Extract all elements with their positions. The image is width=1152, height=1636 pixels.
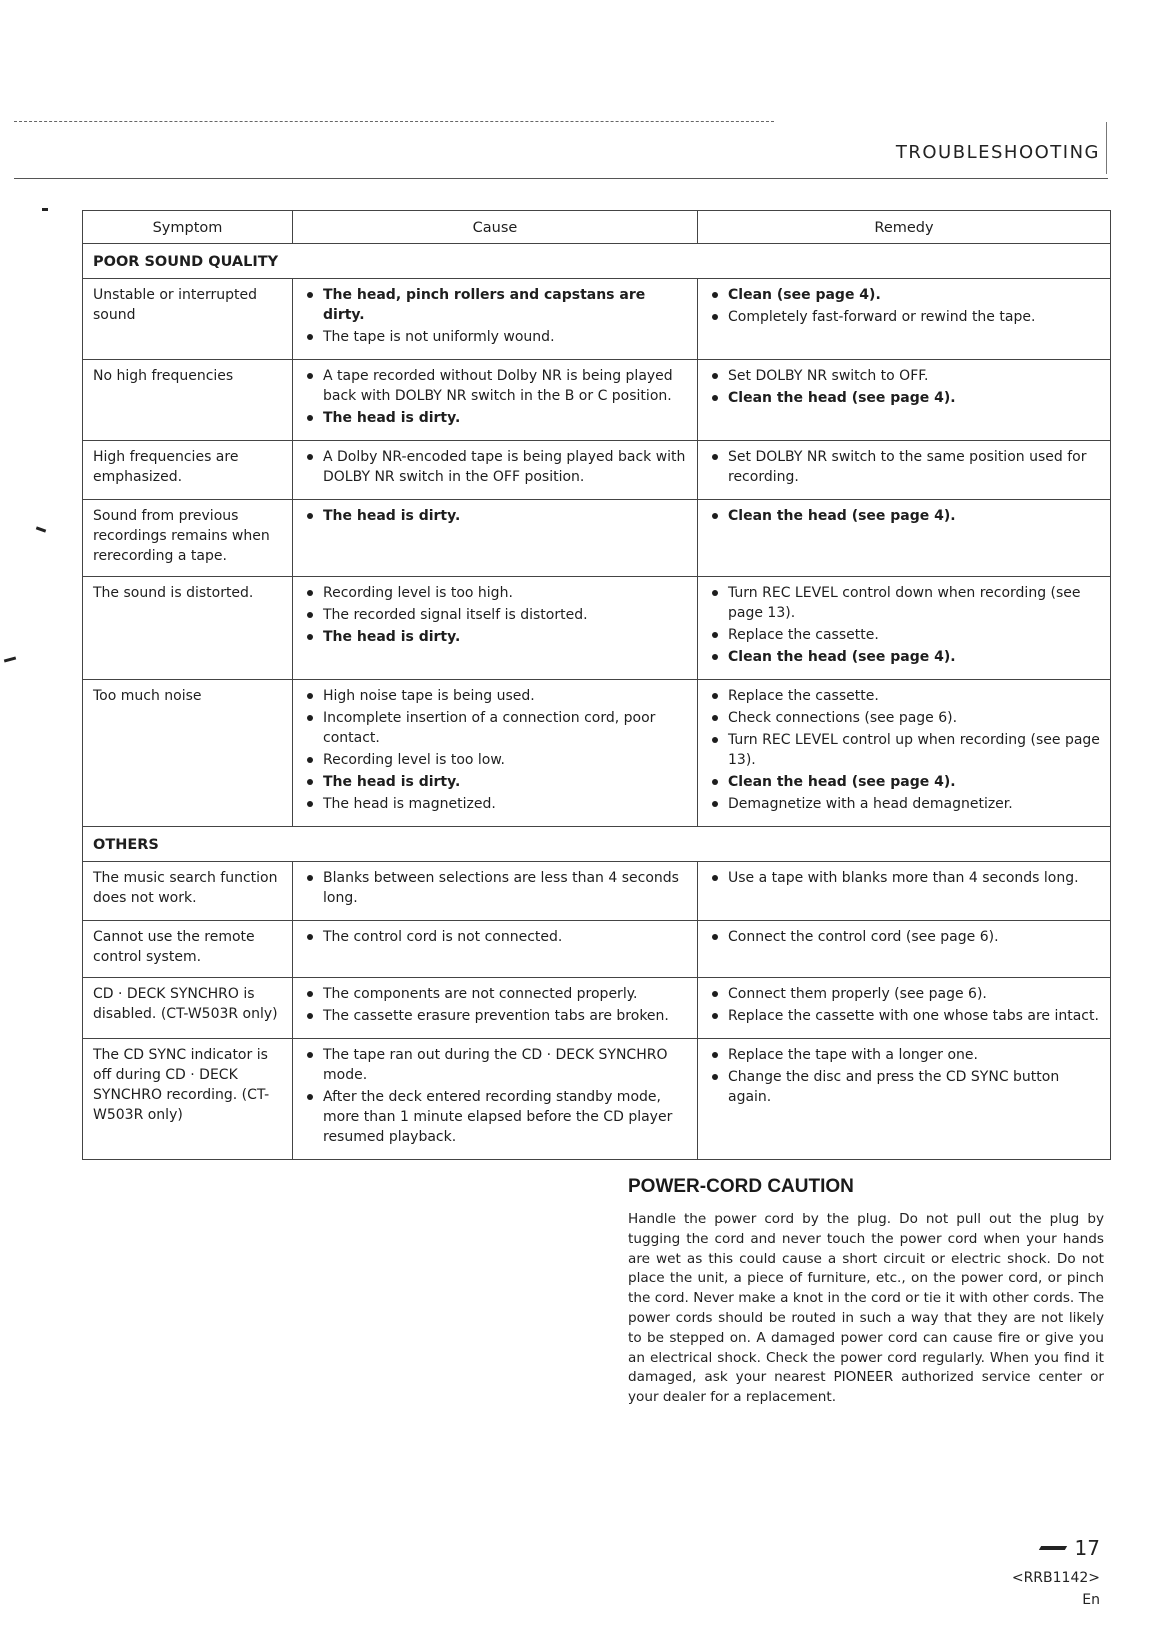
remedy-list	[708, 504, 1100, 526]
table-row	[83, 680, 1111, 827]
symptom-cell: The sound is distorted.	[83, 577, 293, 680]
remedy-list	[708, 1043, 1100, 1107]
remedy-cell	[698, 862, 1111, 921]
cause-cell	[293, 360, 698, 441]
remedy-cell	[698, 279, 1111, 360]
remedy-cell	[698, 500, 1111, 577]
cause-cell	[293, 441, 698, 500]
remedy-item: Connect them properly (see page 6).	[708, 984, 1100, 1004]
margin-mark	[36, 526, 46, 532]
cause-item: Recording level is too low.	[303, 750, 687, 770]
remedy-list	[708, 445, 1100, 487]
header-top-rule	[14, 121, 774, 122]
cause-list	[303, 445, 687, 487]
group-title: POOR SOUND QUALITY	[83, 244, 1111, 279]
remedy-item: Connect the control cord (see page 6).	[708, 927, 1100, 947]
cause-item: After the deck entered recording standby mode, more than 1 minute elapsed before the CD player resumed playback.	[303, 1087, 687, 1147]
cause-cell	[293, 500, 698, 577]
symptom-cell: The music search function does not work.	[83, 862, 293, 921]
remedy-item: Change the disc and press the CD SYNC button again.	[708, 1067, 1100, 1107]
table-row	[83, 441, 1111, 500]
remedy-list	[708, 581, 1100, 667]
table-row	[83, 921, 1111, 978]
caution-title: POWER-CORD CAUTION	[628, 1176, 854, 1197]
cause-cell	[293, 279, 698, 360]
margin-mark	[4, 656, 16, 662]
cause-item: The tape ran out during the CD · DECK SYNCHRO mode.	[303, 1045, 687, 1085]
remedy-cell	[698, 441, 1111, 500]
cause-list	[303, 1043, 687, 1147]
remedy-cell	[698, 1039, 1111, 1160]
table-header-row	[83, 211, 1111, 244]
cause-cell	[293, 978, 698, 1039]
table-row	[83, 862, 1111, 921]
cause-cell	[293, 577, 698, 680]
table-row	[83, 1039, 1111, 1160]
cause-item: The components are not connected properly.	[303, 984, 687, 1004]
page-arrow-icon	[1039, 1546, 1067, 1550]
cause-list	[303, 283, 687, 347]
column-header-cause: Cause	[293, 211, 698, 244]
group-row	[83, 244, 1111, 279]
symptom-cell: Sound from previous recordings remains when rerecording a tape.	[83, 500, 293, 577]
troubleshooting-table	[82, 210, 1111, 1160]
cause-item: A tape recorded without Dolby NR is being played back with DOLBY NR switch in the B or C position.	[303, 366, 687, 406]
remedy-item: Clean the head (see page 4).	[708, 647, 1100, 667]
table-row	[83, 279, 1111, 360]
remedy-item: Replace the tape with a longer one.	[708, 1045, 1100, 1065]
remedy-item: Replace the cassette with one whose tabs are intact.	[708, 1006, 1100, 1026]
remedy-cell	[698, 680, 1111, 827]
symptom-cell: The CD SYNC indicator is off during CD · DECK SYNCHRO recording. (CT-W503R only)	[83, 1039, 293, 1160]
remedy-item: Completely fast-forward or rewind the tape.	[708, 307, 1100, 327]
cause-item: The recorded signal itself is distorted.	[303, 605, 687, 625]
language-code: En	[1082, 1592, 1100, 1608]
remedy-item: Clean the head (see page 4).	[708, 772, 1100, 792]
remedy-list	[708, 684, 1100, 814]
symptom-cell: Cannot use the remote control system.	[83, 921, 293, 978]
cause-list	[303, 925, 687, 947]
remedy-item: Demagnetize with a head demagnetizer.	[708, 794, 1100, 814]
remedy-item: Turn REC LEVEL control up when recording (see page 13).	[708, 730, 1100, 770]
cause-item: The head, pinch rollers and capstans are dirty.	[303, 285, 687, 325]
remedy-item: Set DOLBY NR switch to the same position used for recording.	[708, 447, 1100, 487]
table-row	[83, 577, 1111, 680]
header-side-rule	[1106, 122, 1107, 174]
remedy-list	[708, 283, 1100, 327]
remedy-item: Clean the head (see page 4).	[708, 506, 1100, 526]
remedy-item: Check connections (see page 6).	[708, 708, 1100, 728]
cause-item: The head is dirty.	[303, 627, 687, 647]
section-title: TROUBLESHOOTING	[895, 142, 1100, 163]
cause-list	[303, 982, 687, 1026]
symptom-cell: Too much noise	[83, 680, 293, 827]
group-row	[83, 827, 1111, 862]
remedy-cell	[698, 921, 1111, 978]
cause-item: The head is dirty.	[303, 408, 687, 428]
remedy-item: Replace the cassette.	[708, 625, 1100, 645]
cause-list	[303, 581, 687, 647]
symptom-cell: No high frequencies	[83, 360, 293, 441]
cause-item: A Dolby NR-encoded tape is being played back with DOLBY NR switch in the OFF position.	[303, 447, 687, 487]
cause-cell	[293, 1039, 698, 1160]
caution-body: Handle the power cord by the plug. Do not pull out the plug by tugging the cord and never touch the power cord when your hands are wet as this could cause a short circuit or electric shock. Do not place the unit, a piece of furniture, etc., on the power cord, or pinch the cord. Never make a knot in the cord or tie it with other cords. The power cords should be routed in such a way that they are not likely to be stepped on. A damaged power cord can cause fire or give you an electrical shock. Check the power cord regularly. When you find it damaged, ask your nearest PIONEER authorized service center or your dealer for a replacement.	[628, 1211, 1104, 1406]
symptom-cell: Unstable or interrupted sound	[83, 279, 293, 360]
cause-list	[303, 364, 687, 428]
remedy-cell	[698, 577, 1111, 680]
cause-item: The cassette erasure prevention tabs are broken.	[303, 1006, 687, 1026]
symptom-cell: CD · DECK SYNCHRO is disabled. (CT-W503R only)	[83, 978, 293, 1039]
remedy-item: Replace the cassette.	[708, 686, 1100, 706]
remedy-list	[708, 925, 1100, 947]
remedy-list	[708, 364, 1100, 408]
remedy-cell	[698, 360, 1111, 441]
cause-item: The tape is not uniformly wound.	[303, 327, 687, 347]
remedy-item: Set DOLBY NR switch to OFF.	[708, 366, 1100, 386]
column-header-remedy: Remedy	[698, 211, 1111, 244]
symptom-cell: High frequencies are emphasized.	[83, 441, 293, 500]
cause-cell	[293, 921, 698, 978]
table-row	[83, 500, 1111, 577]
table-row	[83, 978, 1111, 1039]
page-number: 17	[1074, 1536, 1100, 1560]
remedy-item: Clean (see page 4).	[708, 285, 1100, 305]
cause-cell	[293, 680, 698, 827]
cause-item: The head is magnetized.	[303, 794, 687, 814]
cause-item: The control cord is not connected.	[303, 927, 687, 947]
cause-item: Blanks between selections are less than 4 seconds long.	[303, 868, 687, 908]
cause-item: The head is dirty.	[303, 772, 687, 792]
cause-item: Recording level is too high.	[303, 583, 687, 603]
cause-item: Incomplete insertion of a connection cord, poor contact.	[303, 708, 687, 748]
remedy-item: Turn REC LEVEL control down when recording (see page 13).	[708, 583, 1100, 623]
cause-cell	[293, 862, 698, 921]
remedy-cell	[698, 978, 1111, 1039]
cause-list	[303, 684, 687, 814]
table-body	[83, 244, 1111, 1160]
cause-list	[303, 504, 687, 526]
document-code: <RRB1142>	[1011, 1570, 1100, 1586]
power-cord-caution	[628, 1176, 1104, 1408]
cause-item: High noise tape is being used.	[303, 686, 687, 706]
table-row	[83, 360, 1111, 441]
cause-list	[303, 866, 687, 908]
header-bottom-rule	[14, 178, 1108, 179]
remedy-item: Use a tape with blanks more than 4 seconds long.	[708, 868, 1100, 888]
remedy-list	[708, 866, 1100, 888]
remedy-list	[708, 982, 1100, 1026]
group-title: OTHERS	[83, 827, 1111, 862]
remedy-item: Clean the head (see page 4).	[708, 388, 1100, 408]
margin-mark	[42, 208, 48, 211]
cause-item: The head is dirty.	[303, 506, 687, 526]
column-header-symptom: Symptom	[83, 211, 293, 244]
